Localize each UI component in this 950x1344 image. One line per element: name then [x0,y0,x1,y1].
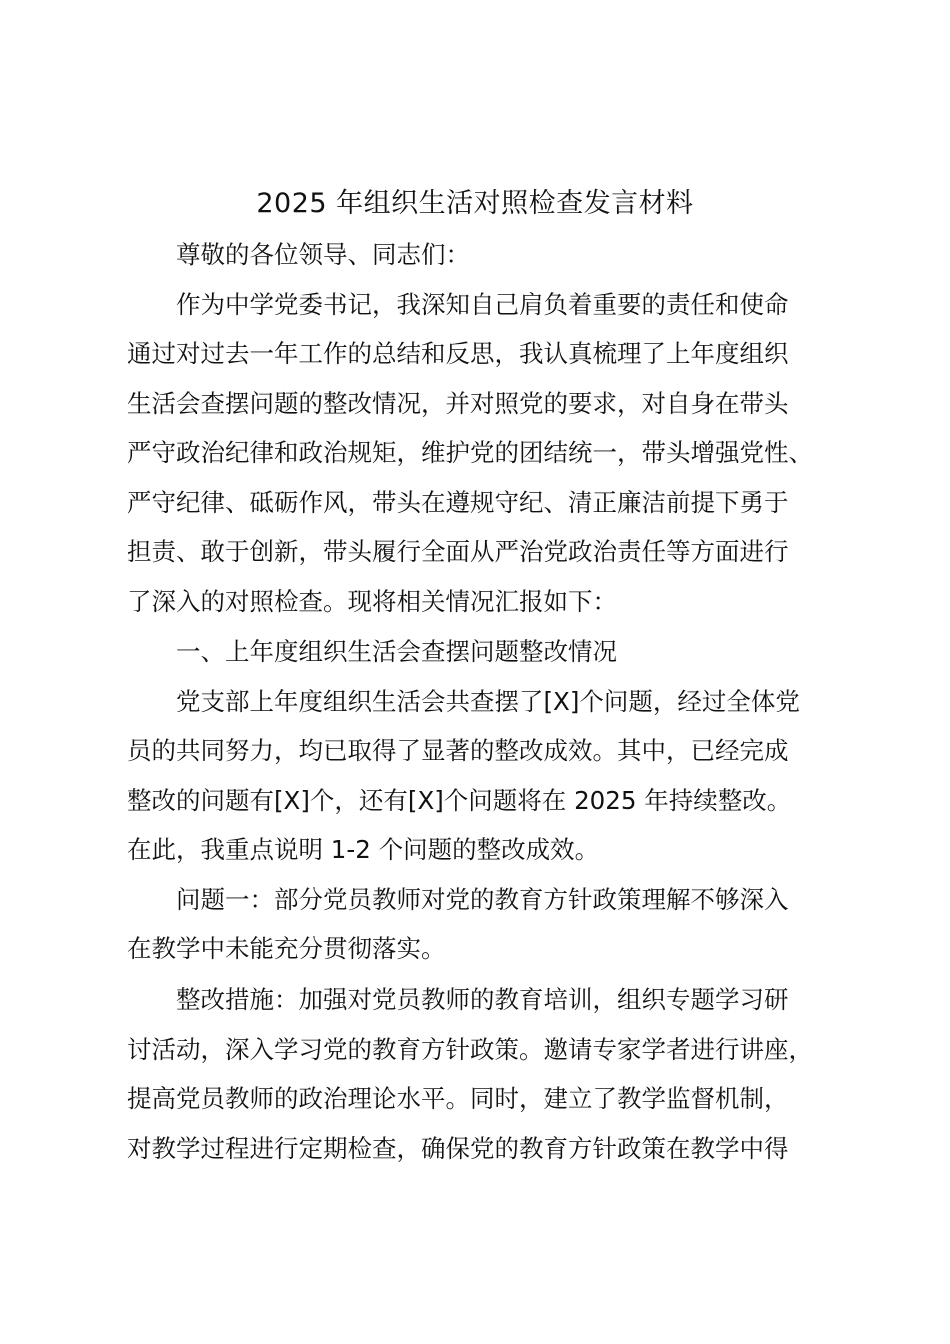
paragraph-line: 严守政治纪律和政治规矩，维护党的团结统一，带头增强党性、 [127,438,813,467]
paragraph-line: 生活会查摆问题的整改情况，并对照党的要求，对自身在带头 [127,389,789,418]
paragraph-line: 对教学过程进行定期检查，确保党的教育方针政策在教学中得 [127,1134,789,1163]
paragraph-line: 在教学中未能充分贯彻落实。 [127,934,446,963]
paragraph-line: 党支部上年度组织生活会共查摆了[X]个问题，经过全体党 [176,687,800,716]
section-heading: 一、上年度组织生活会查摆问题整改情况 [176,637,617,666]
paragraph-line: 整改的问题有[X]个，还有[X]个问题将在 2025 年持续整改。 [127,786,792,815]
paragraph-line: 作为中学党委书记，我深知自己肩负着重要的责任和使命 [176,290,789,319]
paragraph-line: 通过对过去一年工作的总结和反思，我认真梳理了上年度组织 [127,339,789,368]
paragraph-line: 了深入的对照检查。现将相关情况汇报如下： [127,587,617,616]
paragraph-line: 担责、敢于创新，带头履行全面从严治党政治责任等方面进行 [127,537,789,566]
measures-line: 整改措施：加强对党员教师的教育培训，组织专题学习研 [176,985,789,1014]
paragraph-line: 提高党员教师的政治理论水平。同时，建立了教学监督机制， [127,1084,789,1113]
paragraph-line: 讨活动，深入学习党的教育方针政策。邀请专家学者进行讲座， [127,1035,813,1064]
paragraph-line: 在此，我重点说明 1-2 个问题的整改成效。 [127,835,600,864]
document-title: 2025 年组织生活对照检查发言材料 [256,188,694,219]
paragraph-line: 员的共同努力，均已取得了显著的整改成效。其中，已经完成 [127,736,789,765]
paragraph-line: 严守纪律、砥砺作风，带头在遵规守纪、清正廉洁前提下勇于 [127,488,789,517]
problem-heading: 问题一：部分党员教师对党的教育方针政策理解不够深入 [176,885,789,914]
salutation-line: 尊敬的各位领导、同志们： [176,240,470,269]
